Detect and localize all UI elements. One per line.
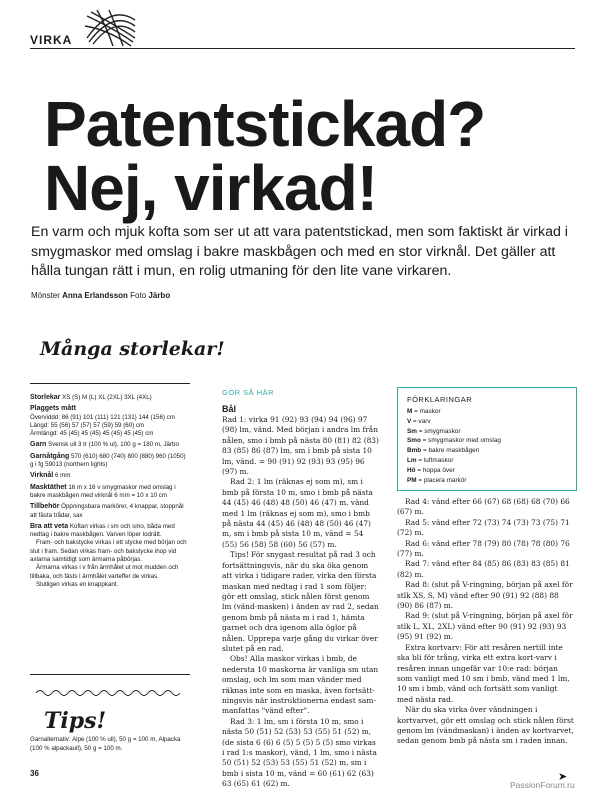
good-to-know-para-4: Slutligen virkas en knappkant. — [36, 580, 119, 588]
gauge-info: Masktäthet 16 m x 16 v smygmaskor med omslag i bakre maskbågen med virknål 6 mm = 10 x 10 cm — [30, 483, 176, 499]
abbreviation-item: M = maskor — [407, 408, 441, 415]
instructions-heading: GÖR SÅ HÄR — [222, 388, 275, 397]
abbreviation-item: V = varv — [407, 417, 431, 425]
abbreviation-item: Bmb = bakre maskbågen — [407, 447, 480, 455]
designer-name: Anna Erlandsson — [62, 291, 128, 300]
watermark: PassionForum.ru — [510, 780, 575, 790]
abbreviations-heading: FÖRKLARINGAR — [407, 395, 473, 404]
instructions-continued — [397, 497, 575, 747]
abbreviation-item: Sm = smygmaskor — [407, 427, 461, 435]
design-label: Mönster — [31, 291, 60, 300]
instruction-paragraph: Tips! För snygast resultat på rad 3 och fortsättningsvis, när du ska öka genom att virka i tidigare rader, virka den första maskan med nedtag i rad 1 som följer: gör ett omslag, stick nålen först genom lm (vänd-masken) i änden av rad 2, sedan genom bmb på nästa m i rad 1, hämta garnet och dra igenom alla öglor på nålen. Upprepa varje gång du virkar över slutet på en rad. — [222, 550, 379, 653]
instruction-paragraph: Extra kortvarv: För att resåren nertill inte ska bli för trång, virka ett extra kort-varv i resåren innan ungefär var 10:e rad: början som vanligt med 10 sm i bmb, vänd med 1 lm, 10 sm i bmb, vänd och fortsätt som vanligt med nästa rad. — [397, 642, 570, 704]
photo-label: Foto — [130, 291, 147, 300]
body-section-heading: Bål — [222, 404, 237, 414]
instruction-paragraph: Rad 2: 1 lm (räknas ej som m), sm i bmb på första 10 m, smo i bmb på nästa 44 (45) 46 (48) 48 (50) 46 (47) m, vänd med 1 lm (räknas ej som m), smo i bmb på nästa 44 (45) 46 (48) 48 (50) 46 (47) m, sm i bmb på sista 10 m, vänd = 54 (55) 56 (58) 58 (60) 56 (57) m. — [222, 477, 373, 549]
credits — [31, 291, 170, 300]
instruction-paragraph: Rad 1: virka 91 (92) 93 (94) 94 (96) 97 (98) lm, vänd. Med början i andra lm från nålen, smo i bmb på nästa 80 (81) 82 (83) 83 (85) 86 (87) lm, sm i bmb på sista 10 lm, vänd. = 90 (91) 92 (93) 93 (95) 96 (97) m. — [222, 415, 379, 477]
instruction-paragraph: Rad 4: vänd efter 66 (67) 68 (68) 68 (70) 66 (67) m. — [397, 497, 570, 517]
instructions-body — [222, 415, 380, 790]
page-title — [44, 88, 486, 224]
page-number: 36 — [30, 769, 39, 778]
instruction-paragraph: Rad 3: 1 lm, sm i första 10 m, smo i nästa 50 (51) 52 (53) 53 (55) 51 (52) m, (de sista 6 (6) 6 (5) 5 (5) 5 (5) smo virkas i rad 1:s maskor), vänd, 1 lm, smo i nästa 50 (51) 52 (53) 53 (55) 51 (52) m, sm i bmb i sista 10 m, vänd = 60 (61) 62 (63) 63 (65) 61 (62) m. — [222, 716, 377, 789]
good-to-know-para-2: Fram- och bakstycke virkas i ett stycke med början och slut i fram. Sedan virkas fram- och bakstycke ihop vid axlarna samtidigt som ärmarna påbörjas. — [30, 539, 187, 564]
abbreviation-item: Hö = hoppa över — [407, 466, 455, 474]
abbreviation-item: Lm = luftmaskor — [407, 456, 454, 464]
notions-info: Tillbehör Öppningsbara markörer, 4 knappar, stoppnål att fästa trådar, sax — [30, 503, 184, 519]
hook-info: Virknål 6 mm — [30, 472, 71, 480]
yarn-info: Garn Svensk ull 3 tr (100 % ul), 100 g = 180 m, Järbo — [30, 441, 179, 449]
tips-text: Garnalternativ: Alpe (100 % ull), 50 g = 100 m, Alpacka (100 % alpackaull), 50 g = 100 m. — [30, 736, 181, 752]
wavy-divider — [36, 688, 186, 698]
intro-paragraph: En varm och mjuk kofta som ser ut att vara patentstickad, men som faktiskt är virkad i smygmaskor med omslag i bakre maskbågen och med en stor virknål. Det gäller att hålla tungan rätt i mun, en rolig utmaning för den lite vane virkaren. — [31, 224, 568, 279]
instruction-paragraph: När du ska virka över vändningen i kortvarvet, gör ett omslag och stick nålen först genom lm (vändmaskan) i änden av kortvarvet, sedan genom bmb på nästa sm i raden innan. — [397, 705, 574, 746]
title-line-1: Patentstickad? — [44, 88, 486, 160]
instruction-paragraph: Rad 8: (slut på V-ringning, början på axel för stlk XS, S, M) vänd efter 90 (91) 92 (88) 88 (90) 86 (87) m. — [397, 580, 573, 611]
header-divider — [30, 48, 575, 49]
materials-column — [30, 383, 190, 675]
title-line-2: Nej, virkad! — [44, 152, 378, 224]
good-to-know-info: Bra att veta Koftan virkas i sm och smo, båda med nedtag i bakre maskbågen. Varven löper lodrätt. — [30, 522, 175, 539]
measurements-info: Plaggets mått Överviddd: 86 (91) 101 (111) 121 (131) 144 (156) cm Längd: 55 (56) 57 (57) 57 (59) 59 (60) cm Ärmlängd: 45 (45) 45 (45) 45 (45) 45 (45) cm — [30, 405, 175, 438]
brand-yarn-logo — [83, 8, 139, 48]
abbreviation-item: Smo = smygmaskor med omslag — [407, 437, 501, 445]
instruction-paragraph: Obs! Alla maskor virkas i bmb, de nedersta 10 maskorna är vanliga sm utan omslag, och lm som man vänder med räknas inte som en maska, även fortsätt-ningsvis när instruktionerna endast sam-manfattas "vänd efter". — [222, 654, 379, 716]
sizes-handwritten-heading: Många storlekar! — [40, 338, 225, 360]
good-to-know-para-3: Ärmarna virkas i v från ärmhålet ut mot mudden och tillbaka, och fästs i ärmhålet varteffer de virkas. — [30, 564, 179, 580]
section-label: VIRKA — [30, 33, 73, 47]
sizes-info: Storlekar XS (S) M (L) XL (2XL) 3XL (4XL) — [30, 394, 152, 401]
continue-arrow-icon: ➤ — [558, 771, 568, 783]
yarn-amount-info: Garnåtgång 570 (610) 680 (740) 800 (880) 960 (1050) g i fg 59013 (northern lights) — [30, 452, 186, 469]
tips-handwritten-heading: Tips! — [44, 708, 107, 734]
abbreviations-list — [407, 407, 501, 485]
photographer-name: Järbo — [148, 291, 171, 300]
abbreviation-item: PM = placera markör — [407, 476, 467, 484]
instruction-paragraph: Rad 5: vänd efter 72 (73) 74 (73) 73 (75) 71 (72) m. — [397, 517, 570, 538]
instruction-paragraph: Rad 7: vänd efter 84 (85) 86 (83) 83 (85) 81 (82) m. — [397, 559, 570, 579]
instruction-paragraph: Rad 6: vänd efter 78 (79) 80 (78) 78 (80) 76 (77) m. — [397, 538, 570, 559]
instruction-paragraph: Rad 9: (slut på V-ringning, början på axel för stlk L, XL, 2XL) vänd efter 90 (91) 92 (93) 93 (95) 91 (92) m. — [397, 611, 573, 642]
